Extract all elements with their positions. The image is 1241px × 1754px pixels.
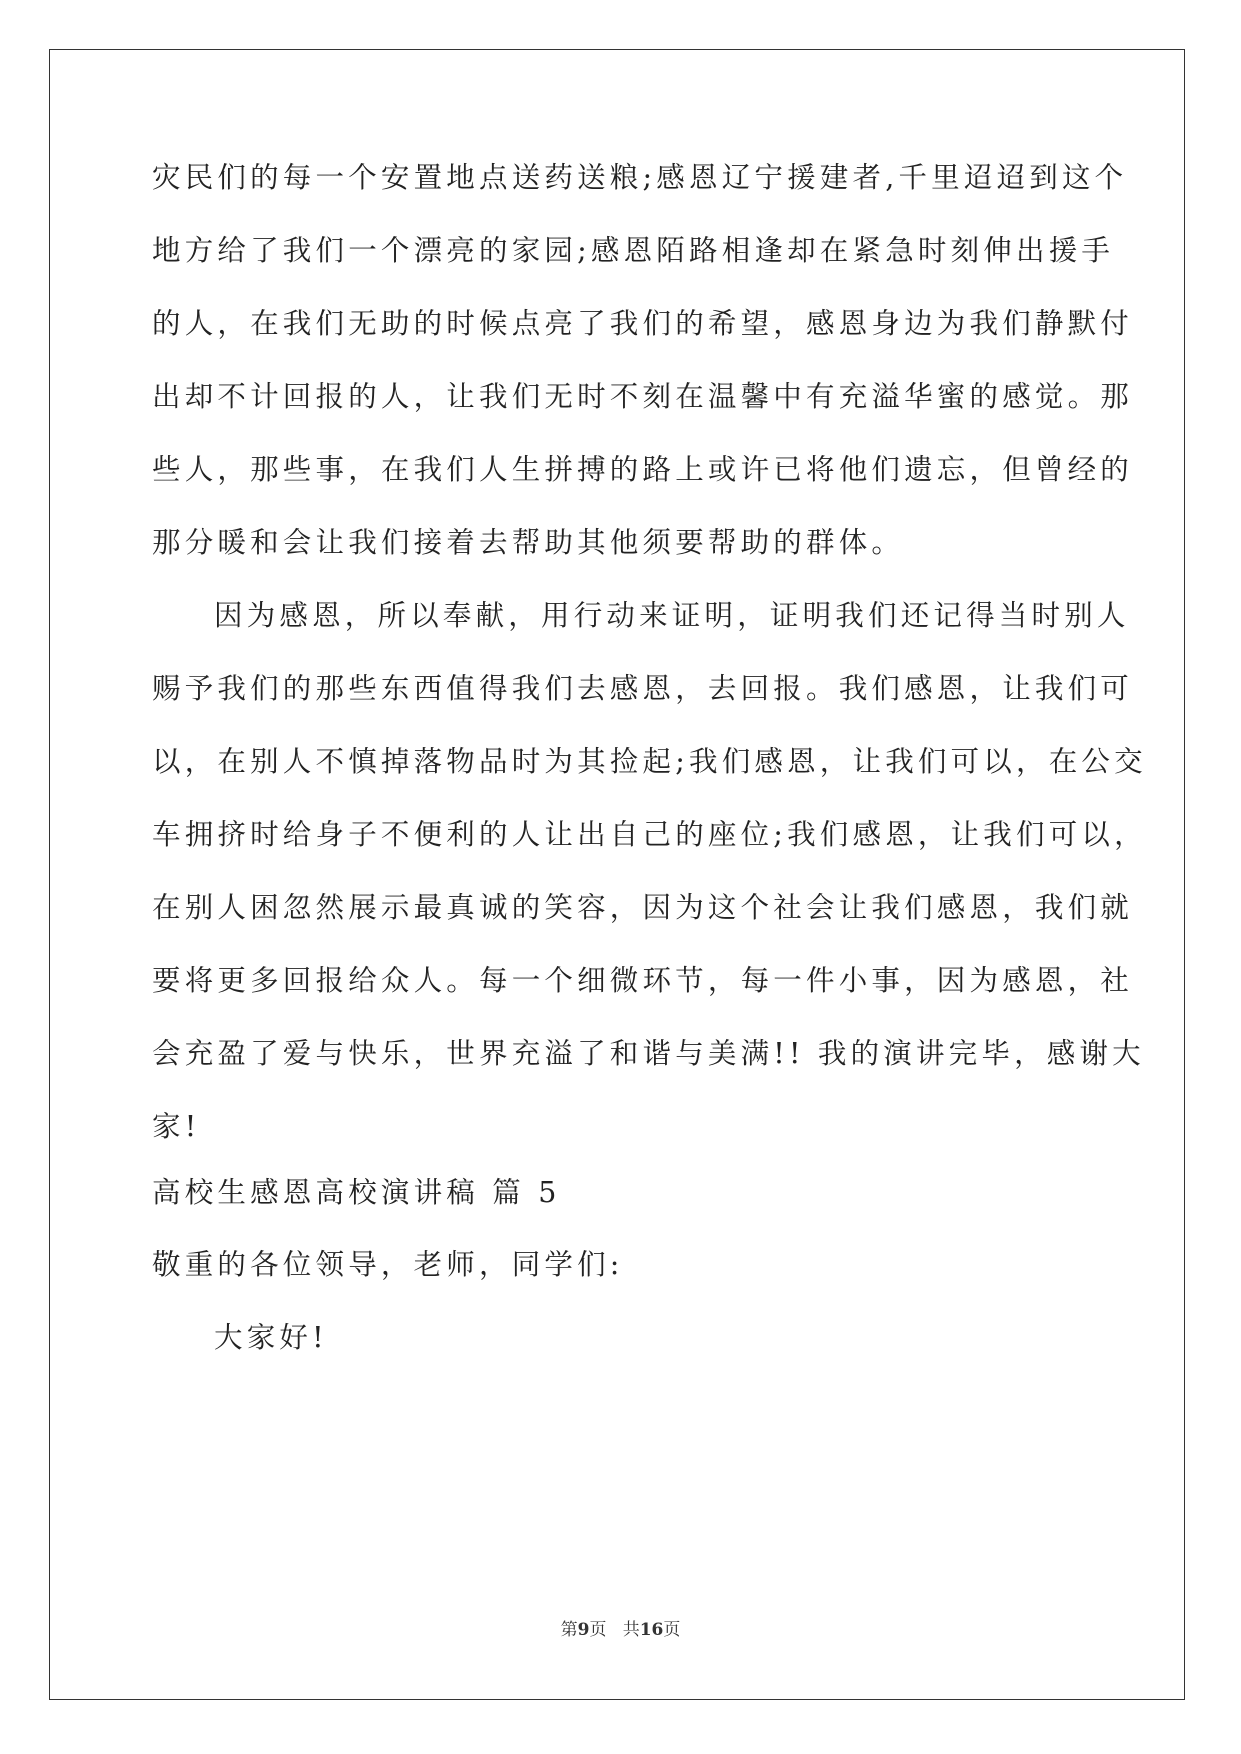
footer-total-suffix: 页 bbox=[663, 1620, 681, 1640]
body-line: 赐予我们的那些东西值得我们去感恩，去回报。我们感恩，让我们可 bbox=[152, 672, 1134, 705]
footer-total-pages: 16 bbox=[639, 1620, 664, 1640]
greeting-line: 大家好! bbox=[214, 1321, 328, 1354]
body-line: 家! bbox=[152, 1110, 201, 1143]
body-line: 要将更多回报给众人。每一个细微环节，每一件小事，因为感恩，社 bbox=[152, 964, 1134, 997]
body-line: 在别人困忽然展示最真诚的笑容，因为这个社会让我们感恩，我们就 bbox=[152, 891, 1134, 924]
paragraph-start-line: 因为感恩，所以奉献，用行动来证明，证明我们还记得当时别人 bbox=[214, 599, 1130, 632]
body-line: 些人，那些事，在我们人生拼搏的路上或许已将他们遗忘，但曾经的 bbox=[152, 453, 1134, 486]
body-line: 那分暖和会让我们接着去帮助其他须要帮助的群体。 bbox=[152, 526, 905, 559]
footer-total-prefix: 共 bbox=[622, 1620, 640, 1640]
body-line: 的人，在我们无助的时候点亮了我们的希望，感恩身边为我们静默付 bbox=[152, 307, 1134, 340]
footer-prefix: 第 bbox=[560, 1620, 578, 1640]
page-frame bbox=[49, 49, 1185, 1700]
footer-page-number: 9 bbox=[577, 1620, 590, 1640]
body-line: 以，在别人不慎掉落物品时为其捡起;我们感恩，让我们可以，在公交 bbox=[152, 745, 1147, 778]
body-line: 灾民们的每一个安置地点送药送粮;感恩辽宁援建者,千里迢迢到这个 bbox=[152, 161, 1128, 194]
body-line: 地方给了我们一个漂亮的家园;感恩陌路相逢却在紧急时刻伸出援手 bbox=[152, 234, 1115, 267]
section-heading: 高校生感恩高校演讲稿 篇 5 bbox=[152, 1176, 561, 1209]
salutation-line: 敬重的各位领导，老师，同学们: bbox=[152, 1248, 624, 1281]
page-footer bbox=[0, 1619, 1241, 1641]
body-line: 会充盈了爱与快乐，世界充溢了和谐与美满!! 我的演讲完毕，感谢大 bbox=[152, 1037, 1145, 1070]
body-line: 车拥挤时给身子不便利的人让出自己的座位;我们感恩，让我们可以， bbox=[152, 818, 1147, 851]
body-line: 出却不计回报的人，让我们无时不刻在温馨中有充溢华蜜的感觉。那 bbox=[152, 380, 1134, 413]
footer-page-suffix: 页 bbox=[589, 1620, 607, 1640]
